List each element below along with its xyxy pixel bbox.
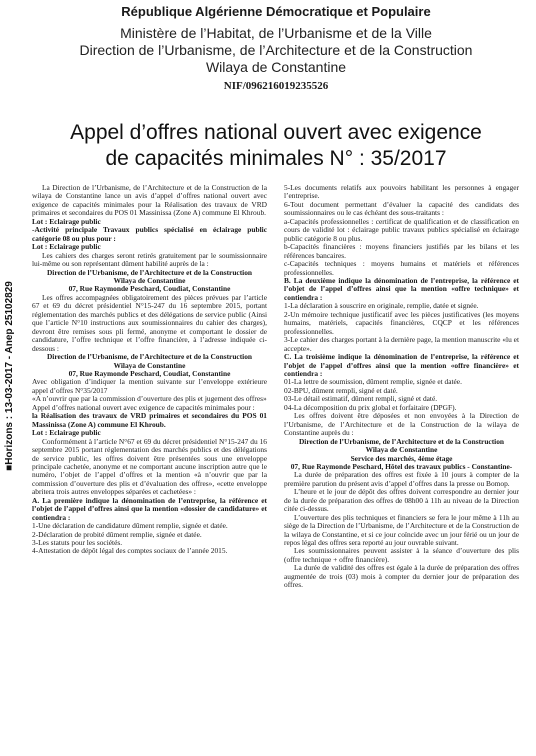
section-a-heading: A. La première indique la dénomination de l’entreprise, la référence et l’objet de l’appel d’offres ainsi que la mention «dossier de candidature» et contiendra :	[32, 495, 267, 522]
left-column	[32, 184, 267, 556]
list-item: 3-Les statuts pour les sociétés.	[32, 538, 123, 548]
deposit-paragraph: Les offres doivent être déposées et non envoyées à la Direction de l’Urbanisme, de l’Architecture et de la Construction de la wilaya de Constantine auprès du :	[284, 411, 519, 438]
lot-label: Lot : Eclairage public	[32, 242, 101, 252]
tender-reminder: Appel d’offres national ouvert avec exigence de capacités minimales pour :	[32, 402, 255, 412]
list-item: 5-Les documents relatifs aux pouvoirs habilitant les personnes à engager l’entreprise.	[284, 183, 519, 201]
deposit-time: L’heure et le jour de dépôt des offres doivent correspondre au dernier jour de la durée de préparation des offres de 08h00 à 11h au niveau de la Direction citée ci-dessus.	[284, 487, 519, 514]
preparation-duration: La durée de préparation des offres est fixée à 10 jours à compter de la première parution du présent avis d’appel d’offres dans la presse ou Bomop.	[284, 470, 519, 488]
activity-requirement: -Activité principale Travaux publics spécialisé en éclairage public catégorie 08 ou plus pour :	[32, 225, 267, 243]
list-item: 2-Déclaration de probité dûment remplie, signée et datée.	[32, 529, 202, 539]
address-street: 07, Rue Raymonde Peschard, Coudiat, Constantine	[68, 284, 231, 294]
ministry-line: Ministère de l’Habitat, de l’Urbanisme et de la Ville	[120, 25, 432, 41]
address-wilaya: Wilaya de Constantine	[113, 360, 186, 370]
notice-title	[40, 120, 512, 172]
list-item: a-Capacités professionnelles : certificat de qualification et de classification en cours de validité lot : éclairage public travaux publics spécialisé en éclairage public catégorie 8 ou plus.	[284, 216, 519, 243]
direction-line: Direction de l’Urbanisme, de l’Architecture et de la Construction	[79, 42, 473, 58]
envelope-mention-quote: «A n’ouvrir que par la commission d’ouverture des plis et jugement des offres»	[32, 394, 267, 404]
list-item: b-Capacités financières : moyens financiers justifiés par les bilans et les références bancaires.	[284, 242, 519, 260]
lot-label: Lot : Eclairage public	[32, 428, 101, 438]
lot-label: Lot : Eclairage public	[32, 216, 101, 226]
list-item: 1-Une déclaration de candidature dûment remplie, signée et datée.	[32, 521, 228, 531]
list-item: 2-Un mémoire technique justificatif avec les pièces justificatives (les moyens humains, matériels, capacités financières, CQCP et les références professionnelles.	[284, 309, 519, 336]
wilaya-line: Wilaya de Constantine	[205, 59, 347, 75]
nif-number: NIF/096216019235526	[223, 80, 329, 92]
address-street: 07, Rue Raymonde Peschard, Coudiat, Constantine	[68, 368, 231, 378]
attendance-paragraph: Les soumissionnaires peuvent assister à la séance d’ouverture des plis (offre technique + offre financière).	[284, 546, 519, 564]
envelope-mention: Avec obligation d’indiquer la mention suivante sur l’enveloppe extérieure appel d’offres N°35/2017	[32, 377, 267, 395]
address-street: 07, Rue Raymonde Peschard, Hôtel des travaux publics - Constantine-	[290, 461, 513, 471]
notice-page	[20, 0, 532, 756]
opening-paragraph: L’ouverture des plis techniques et financiers se fera le jour même à 11h au siège de la Direction de l’Urbanisme, de l’Architecture et de la Construction de la wilaya de Constantine, et si ce jour coïncide avec un jour férié ou un jour de repos légal des offres sera reporté au jour ouvrable suivant.	[284, 512, 519, 548]
list-item: 03-Le détail estimatif, dûment rempli, signé et daté.	[284, 394, 438, 404]
envelope-paragraph: Conformément à l’article N°67 et 69 du décret présidentiel N°15-247 du 16 septembre 2015 portant réglementation des marchés publics et des délégations de service public, les offres doivent être présentées sous une enveloppe principale cachetée, anonyme et ne comportant aucune inscription autre que le numéro, l’objet de l’appel d’offres et la mention «à n’ouvrir que par la commission d’ouverture des plis et d’évaluation des offres», «cette enveloppe abritera trois autres enveloppes séparées et cachetées» :	[32, 436, 267, 497]
list-item: 3-Le cahier des charges portant à la dernière page, la mention manuscrite «lu et accepte».	[284, 335, 519, 353]
list-item: 01-La lettre de soumission, dûment remplie, signée et datée.	[284, 377, 462, 387]
title-line-2: de capacités minimales N° : 35/2017	[105, 147, 447, 170]
list-item: 04-La décomposition du prix global et forfaitaire (DPGF).	[284, 402, 457, 412]
title-line-1: Appel d’offres national ouvert avec exigence	[70, 121, 482, 144]
address-name: Direction de l’Urbanisme, de l’Architecture et de la Construction	[46, 267, 253, 277]
section-b-heading: B. La deuxième indique la dénomination de l’entreprise, la référence et l’objet de l’appel d’offres ainsi que la mention «offre technique» et contiendra :	[284, 275, 519, 302]
address-wilaya: Wilaya de Constantine	[365, 445, 438, 455]
publication-sidebar	[0, 0, 14, 756]
address-name: Direction de l’Urbanisme, de l’Architecture et de la Construction	[298, 436, 505, 446]
list-item: 1-La déclaration à souscrire en originale, remplie, datée et signée.	[284, 301, 479, 311]
notice-header	[56, 4, 496, 93]
submission-paragraph: Les offres accompagnées obligatoirement des pièces prévues par l’article 67 et 69 du décret présidentiel N°15-247 du 16 septembre 2015, portant réglementation des marchés publics et des délégations de service public (Ainsi que l’article N°10 instructions aux soumissionnaires du cahier des charges), devront être remises sous pli fermé, anonyme et comportant le dossier de candidature, l’offre technique et l’offre financière, à l’adresse indiquée ci-dessous :	[32, 292, 267, 353]
withdrawal-paragraph: Les cahiers des charges seront retirés gratuitement par le soumissionnaire lui-même ou son représentant dûment habilité auprès de la :	[32, 250, 267, 269]
list-item: 6-Tout document permettant d’évaluer la capacité des candidats des soumissionnaires ou le cas échéant des sous-traitants :	[284, 199, 519, 218]
right-column	[284, 184, 519, 590]
list-item: 4-Attestation de dépôt légal des comptes sociaux de l’année 2015.	[32, 546, 228, 556]
publication-reference: ■Horizons : 13-03-2017 - Anep 25102829	[4, 281, 15, 471]
list-item: c-Capacités techniques : moyens humains et matériels et références professionnelles.	[284, 259, 519, 277]
section-c-heading: C. La troisième indique la dénomination de l’entreprise, la référence et l’objet de l’appel d’offres ainsi que la mention «offre financière» et contiendra :	[284, 352, 519, 378]
address-name: Direction de l’Urbanisme, de l’Architecture et de la Construction	[46, 352, 253, 362]
list-item: 02-BPU, dûment rempli, signé et daté.	[284, 385, 398, 395]
republic-title: République Algérienne Démocratique et Populaire	[121, 4, 431, 19]
validity-paragraph: La durée de validité des offres est égale à la durée de préparation des offres augmentée de trois (03) mois à compter du dernier jour de préparation des offres.	[284, 563, 519, 590]
address-service: Service des marchés, 4ème étage	[350, 453, 453, 463]
address-wilaya: Wilaya de Constantine	[113, 275, 186, 285]
project-object: la Réalisation des travaux de VRD primaires et secondaires du POS 01 Massinissa (Zone A) commune El Khroub.	[32, 411, 267, 429]
intro-paragraph: La Direction de l’Urbanisme, de l’Architecture et de la Construction de la wilaya de Constantine lance un avis d’appel d’offres national ouvert avec exigence de capacités minimales pour la Réalisation des travaux de VRD primaires et secondaires du POS 01 Massinissa (Zone A) commune El Khroub.	[32, 183, 267, 218]
